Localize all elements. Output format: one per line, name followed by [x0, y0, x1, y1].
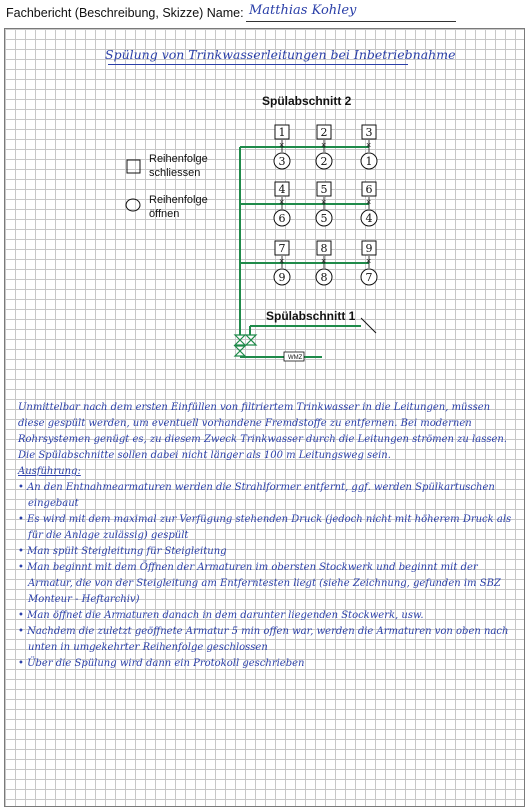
open-order-number: 3: [278, 155, 286, 168]
open-order-number: 7: [365, 271, 373, 284]
valve-mark: ×: [321, 140, 327, 150]
open-order-number: 5: [320, 212, 328, 225]
procedure-bullet: • An den Entnahmearmaturen werden die Strahlformer entfernt, ggf. werden Spülkartuschen eingebaut: [18, 482, 495, 509]
procedure-bullet: • Es wird mit dem maximal zur Verfügung stehenden Druck (jedoch nicht mit höherem Druck als für die Anlage zulässig) gespült: [18, 514, 512, 541]
procedure-bullet: • Man beginnt mit dem Öffnen der Armaturen im obersten Stockwerk und beginnt mit der Armatur, die von der Steigleitung am Entferntesten liegt (siehe Zeichnung, gefunden im SBZ Monteur - Heftarchiv): [18, 562, 501, 605]
close-order-number: 9: [365, 242, 373, 255]
valve-mark: ×: [279, 197, 285, 207]
valve-mark: ×: [366, 256, 372, 266]
close-order-number: 6: [365, 183, 373, 196]
legend-circle-symbol: [126, 199, 140, 211]
legend-open-line1: Reihenfolge: [149, 194, 208, 206]
name-field-label: Fachbericht (Beschreibung, Skizze) Name:: [6, 6, 244, 20]
valve-mark: ×: [366, 197, 372, 207]
report-body: [18, 400, 518, 740]
open-order-number: 4: [365, 212, 373, 225]
close-order-number: 8: [320, 242, 328, 255]
shutoff-valve-icon: [235, 335, 256, 356]
open-order-number: 8: [320, 271, 328, 284]
water-meter-label: WMZ: [288, 355, 303, 361]
open-order-number: 9: [278, 271, 286, 284]
close-order-number: 2: [320, 126, 328, 139]
valve-mark: ×: [279, 256, 285, 266]
legend-close-line1: Reihenfolge: [149, 153, 208, 165]
valve-mark: ×: [321, 256, 327, 266]
intro-paragraph: Unmittelbar nach dem ersten Einfüllen von filtriertem Trinkwasser in die Leitungen, müssen diese gespült werden, um eventuell vorhandene Fremdstoffe zu entfernen. Bei modernen Rohrsystemen genügt es, zu diesem Zweck Trinkwasser durch die Leitungen strömen zu lassen. Die Spülabschnitte sollen dabei nicht länger als 100 m Leitungsweg sein.: [18, 402, 507, 461]
section-2-label: Spülabschnitt 2: [262, 94, 352, 108]
legend-open-line2: öffnen: [149, 208, 180, 220]
open-order-number: 6: [278, 212, 286, 225]
section-1-marker-line: [361, 318, 376, 333]
open-order-number: 2: [320, 155, 328, 168]
section-1-label: Spülabschnitt 1: [266, 309, 356, 323]
procedure-bullet: • Man spült Steigleitung für Steigleitung: [18, 546, 227, 557]
close-order-number: 4: [278, 183, 286, 196]
close-order-number: 3: [365, 126, 373, 139]
legend-square-symbol: [127, 160, 140, 173]
close-order-number: 5: [320, 183, 328, 196]
author-name: Matthias Kohley: [249, 3, 357, 18]
pipe-network: [240, 147, 372, 357]
valve-mark: ×: [321, 197, 327, 207]
procedure-bullet: • Über die Spülung wird dann ein Protokoll geschrieben: [18, 658, 305, 669]
close-order-number: 1: [278, 126, 286, 139]
procedure-bullet: • Man öffnet die Armaturen danach in dem darunter liegenden Stockwerk, usw.: [18, 610, 424, 621]
close-order-number: 7: [278, 242, 286, 255]
legend-close-line2: schliessen: [149, 167, 201, 179]
valve-mark: ×: [279, 140, 285, 150]
valve-mark: ×: [366, 140, 372, 150]
procedure-bullet: • Nachdem die zuletzt geöffnete Armatur 5 min offen war, werden die Armaturen von oben nach unten in umgekehrter Reihenfolge geschlossen: [18, 626, 509, 653]
report-title: Spülung von Trinkwasserleitungen bei Inbetriebnahme: [105, 47, 456, 62]
open-order-number: 1: [365, 155, 373, 168]
procedure-heading: Ausführung:: [18, 466, 81, 477]
